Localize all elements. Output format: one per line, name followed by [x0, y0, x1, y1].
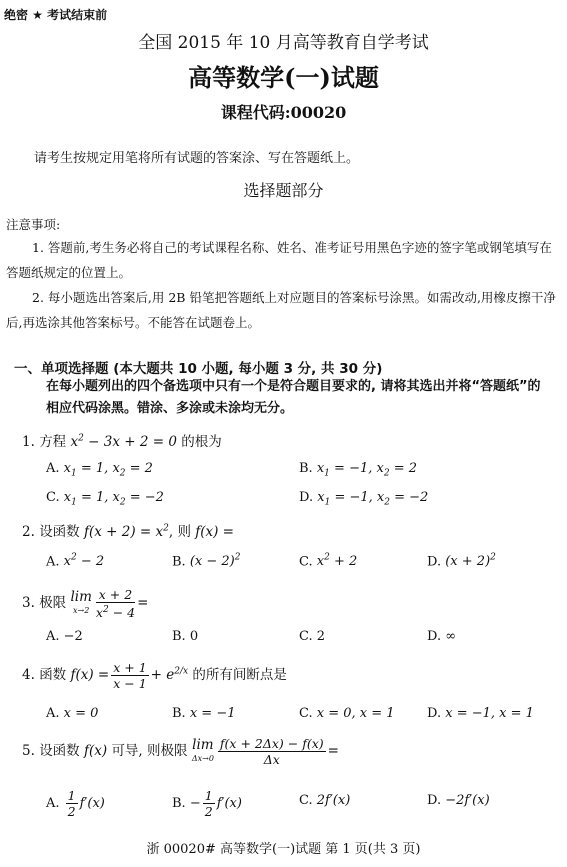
- question-text: 的根为: [181, 434, 222, 450]
- exam-instruction: 请考生按规定用笔将所有试题的答案涂、写在答题纸上。: [34, 151, 360, 166]
- math-expression: f(x) =: [70, 667, 110, 683]
- page-footer: 浙 00020# 高等数学(一)试题 第 1 页(共 3 页): [146, 842, 421, 857]
- confidential-label: 绝密 ★ 考试结束前: [4, 8, 108, 22]
- question-1-option-a: A. $x_1 = 1$, $x_2 = 2$: [46, 461, 153, 479]
- question-text: 的所有间断点是: [192, 667, 287, 683]
- question-text: 极限: [39, 595, 67, 612]
- question-1-option-c: C. $x_1 = 1$, $x_2 = -2$: [46, 490, 164, 508]
- notice-item-1: 1. 答题前,考生务必将自己的考试课程名称、姓名、准考证号用黑色字迹的签字笔或钢笔填写在答题纸规定的位置上。: [6, 240, 552, 280]
- question-5-option-b: B. − $\frac{1}{2}$ f′(x): [172, 788, 242, 819]
- question-5-option-c: C. 2f′(x): [299, 793, 351, 808]
- limit-symbol: lim x→2: [70, 588, 92, 615]
- section-title: 选择题部分: [243, 181, 324, 200]
- question-1-option-d: D. $x_1 = -1$, $x_2 = -2$: [299, 490, 429, 508]
- question-4-option-c: C. x = 0, x = 1: [299, 706, 395, 721]
- math-expression: $f(x + 2) = x^2$: [83, 523, 169, 540]
- notice-item-2: 2. 每小题选出答案后,用 2B 铅笔把答题纸上对应题目的答案标号涂黑。如需改动,用橡皮擦干净后,再选涂其他答案标号。不能答在试题卷上。: [6, 290, 556, 330]
- fraction: $\frac{f(x + 2\Delta x) - f(x)}{\Delta x}$: [219, 736, 324, 767]
- limit-symbol: lim Δx→0: [191, 736, 214, 763]
- math-expression: f(x): [83, 743, 108, 759]
- question-number: 4.: [22, 667, 35, 683]
- question-1-stem: [22, 430, 222, 450]
- notice-title: 注意事项:: [6, 217, 61, 232]
- question-text: 设函数: [39, 524, 80, 540]
- fraction: $\frac{x + 2}{x^2 - 4}$: [95, 587, 136, 621]
- question-5-option-a: A. $\frac{1}{2}$ f′(x): [46, 788, 105, 819]
- question-number: 3.: [22, 595, 35, 612]
- question-5-stem: 5. 设函数 f(x) 可导, 则极限 lim Δx→0 $\frac{f(x + 2\Delta x) - f(x)}{\Delta x}$ =: [22, 736, 339, 767]
- question-number: 2.: [22, 524, 35, 540]
- fraction: $\frac{x + 1}{x - 1}$: [113, 660, 147, 691]
- question-3-option-c: C. 2: [299, 629, 326, 644]
- question-2-option-b: B. $(x - 2)^2$: [172, 553, 241, 570]
- question-number: 5.: [22, 743, 35, 759]
- question-2-option-a: A. $x^2 - 2$: [46, 553, 105, 570]
- question-3-stem: 3. 极限 lim x→2 $\frac{x + 2}{x^2 - 4}$ =: [22, 587, 149, 621]
- question-text: 方程: [39, 434, 67, 450]
- question-text: 函数: [39, 667, 67, 683]
- question-4-stem: 4. 函数 f(x) = $\frac{x + 1}{x - 1}$ + $e^{2/x}$ 的所有间断点是: [22, 660, 287, 691]
- question-4-option-d: D. x = −1, x = 1: [427, 706, 534, 721]
- subject-title: 高等数学(一)试题: [188, 63, 379, 92]
- question-3-option-b: B. 0: [172, 629, 199, 644]
- question-3-option-a: A. −2: [46, 629, 83, 644]
- math-expression: $x^2 - 3x + 2 = 0$: [70, 433, 177, 450]
- question-text: 设函数: [39, 743, 80, 759]
- question-1-option-b: B. $x_1 = -1$, $x_2 = 2$: [299, 461, 417, 479]
- question-text: , 则: [168, 524, 191, 540]
- part-description: 在每小题列出的四个备选项中只有一个是符合题目要求的, 请将其选出并将“答题纸”的相应代码涂黑。错涂、多涂或未涂均无分。: [46, 379, 541, 416]
- question-4-option-b: B. x = −1: [172, 706, 236, 721]
- question-3-option-d: D. ∞: [427, 629, 457, 644]
- math-expression: f(x) =: [195, 524, 234, 540]
- question-5-option-d: D. −2f′(x): [427, 793, 490, 808]
- question-2-option-c: C. $x^2 + 2$: [299, 553, 358, 570]
- part-heading: 一、单项选择题 (本大题共 10 小题, 每小题 3 分, 共 30 分): [14, 361, 383, 377]
- question-number: 1.: [22, 434, 35, 450]
- exam-title: 全国 2015 年 10 月高等教育自学考试: [138, 33, 429, 53]
- question-text: 可导, 则极限: [111, 743, 188, 759]
- question-2-stem: [22, 520, 234, 540]
- course-code: 课程代码:00020: [220, 103, 347, 122]
- question-4-option-a: A. x = 0: [46, 706, 99, 721]
- question-2-option-d: D. $(x + 2)^2$: [427, 553, 496, 570]
